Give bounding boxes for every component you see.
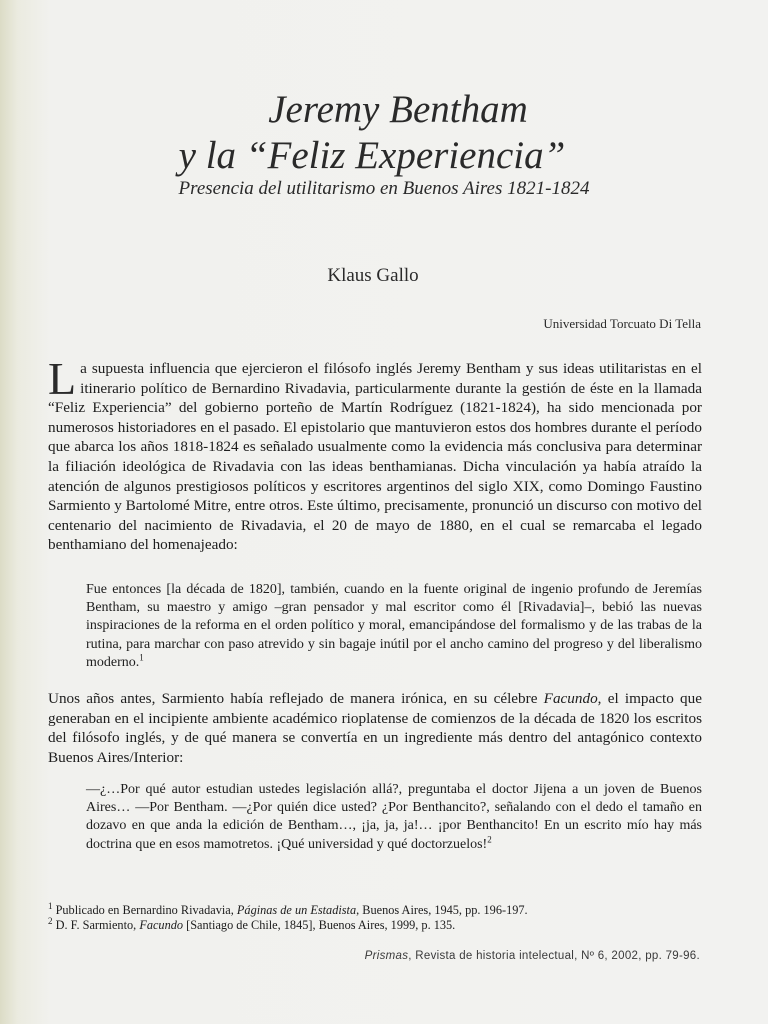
- journal-name: Prismas: [364, 950, 409, 962]
- block-quote-1-text: Fue entonces [la década de 1820], también, cuando en la fuente original de ingenio profundo de Jeremías Bentham, su maestro y amigo –gran pensador y mal escritor como él [Rivadavia]–, bebió las nuevas inspiraciones de la reforma en el orden político y moral, emancipándose del formalismo y de las trabas de la rutina, para marchar con paso atrevido y sin bagaje inútil por el ancho camino del progreso y del liberalismo moderno.: [86, 582, 702, 670]
- footnote-2-number: 2: [48, 915, 53, 926]
- subtitle: Presencia del utilitarismo en Buenos Aires 1821-1824: [178, 178, 590, 199]
- footnote-2-text-b: [Santiago de Chile, 1845], Buenos Aires, 1999, p. 135.: [183, 918, 456, 932]
- footnote-ref-2: 2: [487, 833, 492, 844]
- footnote-2-text-a: D. F. Sarmiento,: [52, 918, 140, 932]
- paragraph-1: [48, 353, 702, 555]
- block-quote-2-text: —¿…Por qué autor estudian ustedes legislación allá?, preguntaba el doctor Jijena a un joven de Buenos Aires… —Por Bentham. —¿Por quién dice usted? ¿Por Benthancito?, señalando con el dedo el tamaño en dozavo en que anda la edición de Bentham…, ¡ja, ja, ja!… ¡por Benthancito! En un escrito mío hay más doctrina que en esos mamotretos. ¡Qué universidad y qué doctorzuelos!: [86, 782, 702, 852]
- paragraph-1-text: a supuesta influencia que ejercieron el filósofo inglés Jeremy Bentham y sus ideas utilitaristas en el itinerario político de Bernardino Rivadavia, particularmente durante la gestión de éste en la llamada “Feliz Experiencia” del gobierno porteño de Martín Rodríguez (1821-1824), ha sido mencionada por numerosos historiadores en el pasado. El epistolario que mantuvieron estos dos hombres durante el período que abarca los años 1818-1824 es señalado usualmente como la evidencia más conclusiva para determinar la filiación ideológica de Rivadavia con las ideas benthamianas. Dicha vinculación ya había atraído la atención de algunos prestigiosos políticos y escritores argentinos del siglo XIX, como Domingo Faustino Sarmiento y Bartolomé Mitre, entre otros. Este último, precisamente, pronunció un discurso con motivo del centenario del nacimiento de Rivadavia, el 20 de mayo de 1880, en el cual se remarcaba el legado benthamiano del homenajeado:: [48, 360, 702, 554]
- footnote-2-title: Facundo: [139, 918, 184, 932]
- footnote-2: [48, 915, 702, 933]
- footnote-1-number: 1: [48, 900, 53, 911]
- footnote-1: [48, 900, 702, 918]
- journal-citation: [365, 950, 700, 962]
- paragraph-2-text-a: Unos años antes, Sarmiento había reflejado de manera irónica, en su célebre: [48, 690, 544, 707]
- footnote-ref-1: 1: [139, 652, 144, 663]
- paragraph-2: [48, 689, 702, 767]
- block-quote-1: [86, 581, 702, 672]
- title-line-2: y la “Feliz Experiencia”: [178, 134, 566, 177]
- title-line-1: Jeremy Bentham: [268, 88, 528, 131]
- drop-cap: L: [48, 353, 77, 404]
- footnote-1-text-a: Publicado en Bernardino Rivadavia,: [52, 903, 237, 917]
- author-affiliation: Universidad Torcuato Di Tella: [543, 316, 701, 331]
- paragraph-2-book-title: Facundo: [543, 690, 598, 707]
- footnote-1-title: Páginas de un Estadista: [236, 903, 357, 917]
- journal-details: , Revista de historia intelectual, Nº 6, 2002, pp. 79-96.: [408, 950, 700, 962]
- author-name: Klaus Gallo: [327, 265, 419, 286]
- footnote-1-text-b: , Buenos Aires, 1945, pp. 196-197.: [356, 903, 528, 917]
- block-quote-2: [86, 781, 702, 854]
- paragraph-2-text-b: , el impacto que generaban en el incipiente ambiente académico rioplatense de comienzos de la década de 1820 los escritos del filósofo inglés, y de qué manera se convertía en un ingrediente más dentro del antagónico contexto Buenos Aires/Interior:: [48, 690, 702, 766]
